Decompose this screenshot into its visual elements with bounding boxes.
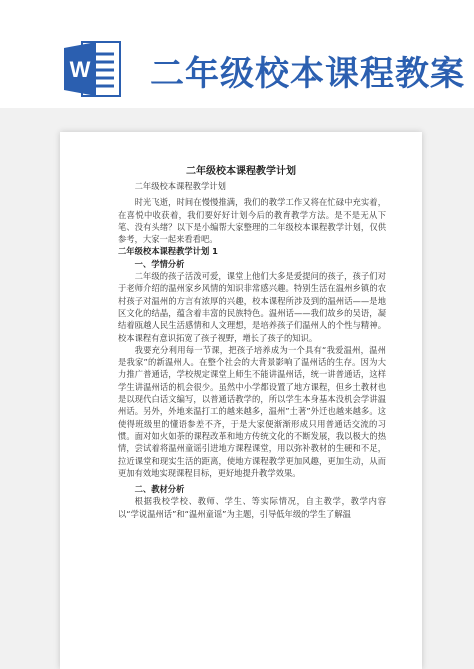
subsection-heading: 一、学情分析 xyxy=(134,258,185,269)
page-title: 二年级校本课程教案 xyxy=(150,54,465,94)
page-header xyxy=(0,0,474,110)
paragraph: 我要充分利用每一节课，把孩子培养成为一个具有“我爱温州，温州是我家”的新温州人。在整个社会的大背景影响了温州话的生存。因为大力推广普通话，学校规定课堂上师生不能讲温州话，统一讲普通话，这样学生讲温州话的机会很少。虽然中小学都设置了地方课程，但乡土教材也是以现代白话文编写，以普通话教学的，所以学生本身基本没机会学讲温州话。另外，外地来温打工的越来越多，温州”土著”外迁也越来越多。这使得班级里的懂语参差不齐，于是大家便渐渐形成只用普通话交流的习惯。面对如火如荼的课程改革和地方传统文化的不断发展，我以极大的热情，尝试着将温州童谣引进地方课程课堂，用以弥补教材的生硬和不足，拉近课堂和现实生活的距离，使地方课程教学更加风趣，更加生动，从而更加有效地实现课程目标，更好地提升教学效果。 xyxy=(118,344,386,478)
document-title: 二年级校本课程教学计划 xyxy=(186,166,296,177)
intro-paragraph: 时光飞逝，时间在慢慢推满，我们的教学工作又将在忙碌中充实着，在喜悦中收获着，我们要好好计划今后的教育教学方法。是不是无从下笔、没有头绪？以下是小编帮大家整理的二年级校本课程教学计划，仅供参考，大家一起来看看吧。 xyxy=(118,197,386,245)
section-heading: 二年级校本课程教学计划 1 xyxy=(118,246,218,257)
word-icon-letter: W xyxy=(69,57,91,82)
subsection-heading: 二、教材分析 xyxy=(134,484,185,495)
document-page xyxy=(60,132,422,669)
document-subtitle: 二年级校本课程教学计划 xyxy=(134,181,226,191)
word-document-icon xyxy=(62,38,124,100)
document-body xyxy=(118,180,386,520)
paragraph: 二年级的孩子活泼可爱，课堂上他们大多是爱提问的孩子，孩子们对于老师介绍的温州家乡风情的知识非常感兴趣。特别生活在温州乡镇的农村孩子对温州的方言有浓厚的兴趣，校本课程所涉及到的温州话——是地区文化的结晶，蕴含着丰富的民族特色。温州话——我们故乡的吴语，凝结着瓯越人民生活感情和人文理想，是培养孩子们温州人的个性与精神。校本课程有意识拓宽了孩子视野，增长了孩子的知识。 xyxy=(118,271,386,343)
paragraph: 根据我校学校、教师、学生、等实际情况，自主教学，教学内容以“学说温州话”和“温州童谣”为主题，引导低年级的学生了解温 xyxy=(118,496,386,519)
